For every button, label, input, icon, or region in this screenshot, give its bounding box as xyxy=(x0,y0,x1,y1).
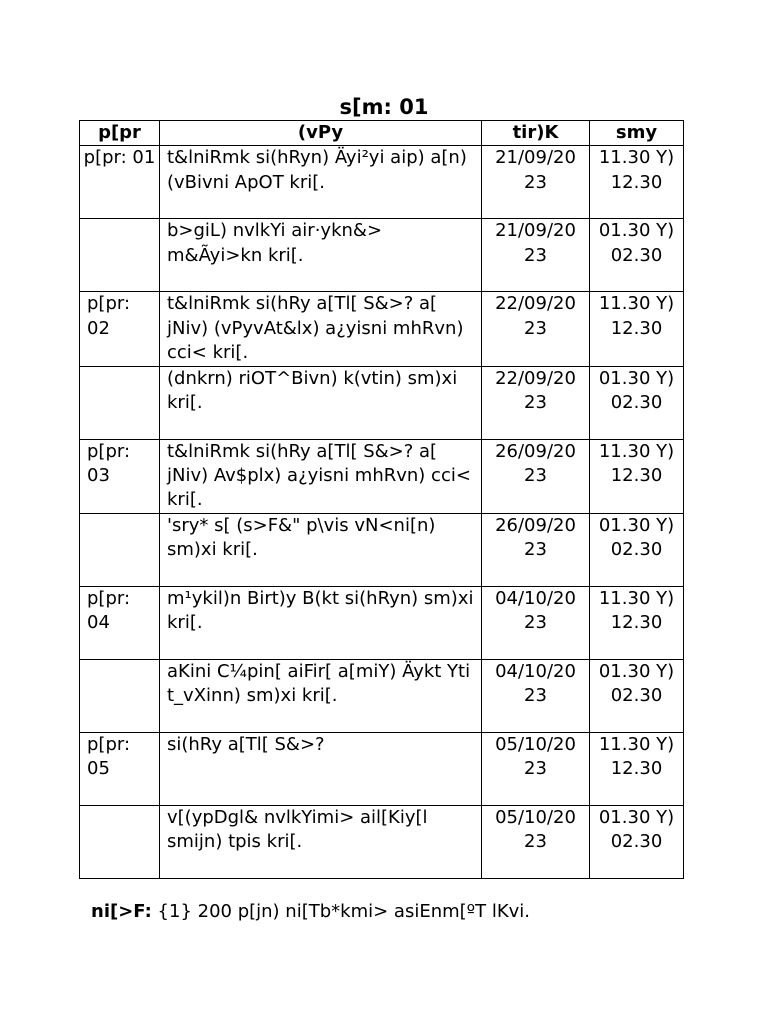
subject-cell: b>giL) nvlkYi air·ykn&> m&Ãyi>kn kri[. xyxy=(160,219,482,292)
table-row xyxy=(80,586,684,659)
time-cell: 01.30 Y) 02.30 xyxy=(590,366,684,439)
paper-cell xyxy=(80,513,160,586)
header-date: tir)K xyxy=(482,121,590,146)
table-row xyxy=(80,732,684,805)
time-cell: 11.30 Y) 12.30 xyxy=(590,146,684,219)
table-row xyxy=(80,219,684,292)
subject-cell: (dnkrn) riOT^Bivn) k(vtin) sm)xi kri[. xyxy=(160,366,482,439)
time-cell: 11.30 Y) 12.30 xyxy=(590,292,684,366)
paper-cell: p[pr: 02 xyxy=(80,292,160,366)
paper-cell: p[pr: 03 xyxy=(80,439,160,513)
time-cell: 01.30 Y) 02.30 xyxy=(590,659,684,732)
time-cell: 11.30 Y) 12.30 xyxy=(590,732,684,805)
schedule-table xyxy=(79,120,684,879)
subject-cell: aKini C¼pin[ aiFir[ a[miY) Äykt Yti t_vXinn) sm)xi kri[. xyxy=(160,659,482,732)
date-cell: 05/10/20 23 xyxy=(482,805,590,878)
paper-cell: p[pr: 05 xyxy=(80,732,160,805)
date-cell: 05/10/20 23 xyxy=(482,732,590,805)
table-row xyxy=(80,366,684,439)
table-row xyxy=(80,439,684,513)
header-row xyxy=(80,121,684,146)
date-cell: 26/09/20 23 xyxy=(482,513,590,586)
date-cell: 21/09/20 23 xyxy=(482,146,590,219)
subject-cell: m¹ykil)n Birt)y B(kt si(hRyn) sm)xi kri[. xyxy=(160,586,482,659)
table-row xyxy=(80,292,684,366)
paper-cell xyxy=(80,219,160,292)
paper-cell xyxy=(80,805,160,878)
date-cell: 21/09/20 23 xyxy=(482,219,590,292)
time-cell: 01.30 Y) 02.30 xyxy=(590,805,684,878)
paper-cell xyxy=(80,366,160,439)
subject-cell: 'sry* s[ (s>F&" p\vis vN<ni[n) sm)xi kri[. xyxy=(160,513,482,586)
subject-cell: t&lniRmk si(hRyn) Äyi²yi aip) a[n) (vBivni ApOT kri[. xyxy=(160,146,482,219)
page-title: s[m: 01 xyxy=(339,95,429,119)
table-row xyxy=(80,513,684,586)
subject-cell: t&lniRmk si(hRy a[Tl[ S&>? a[ jNiv) (vPyvAt&lx) a¿yisni mhRvn) cci< kri[. xyxy=(160,292,482,366)
header-time: smy xyxy=(590,121,684,146)
time-cell: 11.30 Y) 12.30 xyxy=(590,586,684,659)
time-cell: 11.30 Y) 12.30 xyxy=(590,439,684,513)
footnote-label: ni[>F: xyxy=(91,901,152,922)
time-cell: 01.30 Y) 02.30 xyxy=(590,219,684,292)
date-cell: 04/10/20 23 xyxy=(482,659,590,732)
subject-cell: si(hRy a[Tl[ S&>? xyxy=(160,732,482,805)
header-paper: p[pr xyxy=(80,121,160,146)
time-cell: 01.30 Y) 02.30 xyxy=(590,513,684,586)
paper-cell: p[pr: 01 xyxy=(80,146,160,219)
subject-cell: t&lniRmk si(hRy a[Tl[ S&>? a[ jNiv) Av$plx) a¿yisni mhRvn) cci< kri[. xyxy=(160,439,482,513)
footnote xyxy=(91,899,530,925)
subject-cell: v[(ypDgl& nvlkYimi> ail[Kiy[l smijn) tpis kri[. xyxy=(160,805,482,878)
date-cell: 26/09/20 23 xyxy=(482,439,590,513)
date-cell: 04/10/20 23 xyxy=(482,586,590,659)
date-cell: 22/09/20 23 xyxy=(482,292,590,366)
paper-cell: p[pr: 04 xyxy=(80,586,160,659)
date-cell: 22/09/20 23 xyxy=(482,366,590,439)
footnote-text: {1} 200 p[jn) ni[Tb*kmi> asiEnm[ºT lKvi. xyxy=(151,901,531,922)
header-subject: (vPy xyxy=(160,121,482,146)
table-row xyxy=(80,659,684,732)
table-row xyxy=(80,146,684,219)
paper-cell xyxy=(80,659,160,732)
table-row xyxy=(80,805,684,878)
